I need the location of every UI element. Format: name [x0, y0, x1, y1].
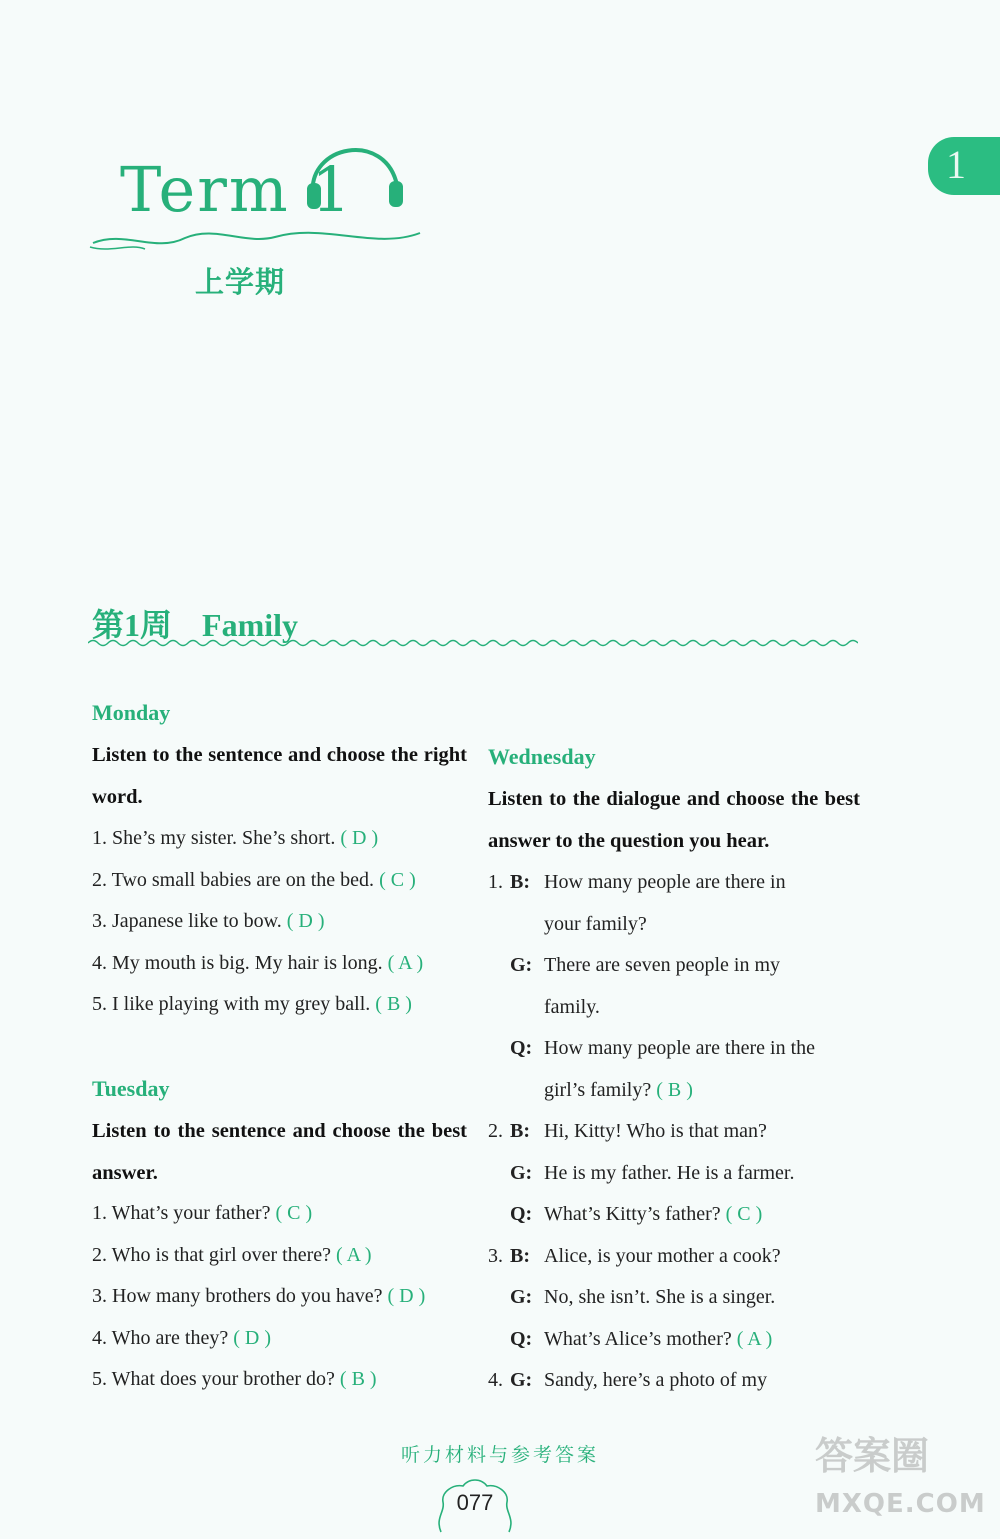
- speaker-g: G:: [510, 954, 533, 976]
- dialogue-line: girl’s family? ( B ): [544, 1078, 693, 1101]
- page-number-badge: [435, 1478, 515, 1534]
- footer-caption: 听力材料与参考答案: [400, 1444, 599, 1466]
- tuesday-list: [92, 1193, 467, 1401]
- dialogue-line: What’s Alice’s mother? ( A ): [544, 1327, 773, 1350]
- speaker-b: B:: [510, 1244, 530, 1267]
- watermark-line1: 答案圈: [815, 1434, 930, 1478]
- list-item: 1. She’s my sister. She’s short. ( D ): [92, 827, 379, 849]
- term-subtitle: 上学期: [195, 265, 286, 299]
- wednesday-heading: Wednesday: [488, 744, 596, 769]
- speaker-b: B:: [510, 1120, 530, 1142]
- wednesday-dialogues: [488, 862, 888, 1402]
- dialogue-line: What’s Kitty’s father? ( C ): [544, 1203, 763, 1225]
- list-item: 5. I like playing with my grey ball. ( B ): [92, 993, 412, 1015]
- list-item: 3. Japanese like to bow. ( D ): [92, 910, 325, 932]
- list-item: 4. Who are they? ( D ): [92, 1326, 272, 1349]
- dialogue-number: 4.: [488, 1369, 503, 1391]
- week-topic: Family: [202, 607, 298, 643]
- speaker-b: B:: [510, 871, 530, 893]
- speaker-g: G:: [510, 1161, 533, 1184]
- speaker-q: Q:: [510, 1037, 533, 1059]
- dialogue-line: Hi, Kitty! Who is that man?: [544, 1120, 767, 1142]
- chapter-tab-number: 1: [946, 142, 966, 187]
- dialogue-line: Sandy, here’s a photo of my: [544, 1369, 768, 1391]
- list-item: 1. What’s your father? ( C ): [92, 1202, 313, 1224]
- list-item: 4. My mouth is big. My hair is long. ( A ): [92, 951, 424, 974]
- dialogue-line: No, she isn’t. She is a singer.: [544, 1286, 776, 1308]
- dialogue-line: He is my father. He is a farmer.: [544, 1161, 795, 1184]
- wednesday-instruction: Listen to the dialogue and choose the best answer to the question you hear.: [488, 788, 860, 852]
- monday-heading: Monday: [92, 700, 171, 725]
- dialogue-line: How many people are there in the: [544, 1037, 816, 1059]
- watermark-line2: MXQE.COM: [815, 1489, 986, 1519]
- list-item: 3. How many brothers do you have? ( D ): [92, 1285, 426, 1307]
- list-item: 2. Two small babies are on the bed. ( C ): [92, 868, 416, 891]
- list-item: 2. Who is that girl over there? ( A ): [92, 1243, 372, 1266]
- tuesday-instruction: Listen to the sentence and choose the best answer.: [92, 1120, 467, 1184]
- list-item: 5. What does your brother do? ( B ): [92, 1368, 377, 1390]
- chapter-tab: [928, 137, 1000, 195]
- dialogue-number: 2.: [488, 1120, 503, 1142]
- dialogue-line: How many people are there in: [544, 871, 786, 893]
- monday-list: [92, 818, 467, 1026]
- week-label: 第1周: [92, 607, 173, 643]
- speaker-g: G:: [510, 1369, 533, 1391]
- wavy-divider: [88, 636, 858, 650]
- dialogue-line: There are seven people in my: [544, 954, 781, 976]
- tuesday-heading: Tuesday: [92, 1076, 170, 1101]
- dialogue-number: 1.: [488, 871, 503, 893]
- speaker-q: Q:: [510, 1327, 533, 1350]
- dialogue-line: your family?: [544, 912, 647, 935]
- page-number: 077: [456, 1490, 494, 1515]
- dialogue-line: family.: [544, 995, 600, 1018]
- dialogue-line: Alice, is your mother a cook?: [544, 1244, 781, 1267]
- speaker-q: Q:: [510, 1203, 533, 1225]
- speaker-g: G:: [510, 1286, 533, 1308]
- term-title: Term 1: [120, 153, 353, 226]
- dialogue-number: 3.: [488, 1244, 503, 1267]
- watermark: [815, 1432, 986, 1528]
- monday-instruction: Listen to the sentence and choose the right word.: [92, 744, 467, 808]
